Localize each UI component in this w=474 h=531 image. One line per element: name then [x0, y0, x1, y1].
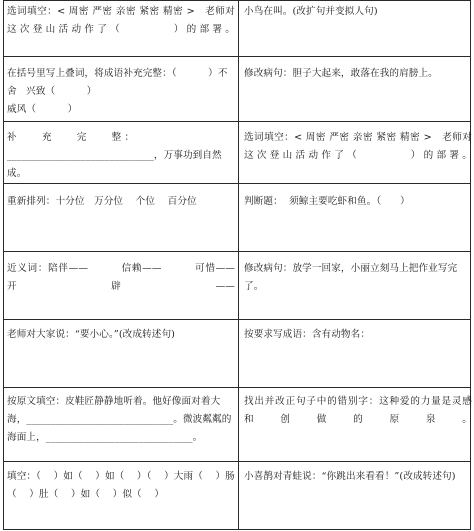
- question-r1-left: 选词填空：< 周密 严密 亲密 紧密 精密 > 老师对这次登山活动作了（ ）的部署。: [7, 6, 235, 35]
- question-r6-left: 老师对大家说：“要小心。”(改成转述句): [7, 329, 175, 340]
- row-divider: [4, 183, 470, 184]
- row-divider: [4, 56, 470, 57]
- column-divider: [238, 1, 239, 529]
- question-r8-left: 填空：（ ）如（ ）如（ ）（ ）大雨（ ）肠（ ）肚（ ）如（ ）似（ ）: [7, 471, 235, 500]
- question-r3-left: 补 充 完 整 ：______________________________，万事功到自然成。: [7, 132, 222, 179]
- question-r7-right: 找出并改正句子中的错别字：这种爱的力量是灵感 和 创 做 的 原 泉 。: [244, 396, 472, 425]
- row-divider: [4, 387, 470, 388]
- question-r3-right: 选词填空：< 周密 严密 亲密 紧密 精密 > 老师对这次登山活动作了（ ）的部署。: [244, 132, 472, 161]
- question-r8-right: 小喜鹊对青蛙说：“你跳出来看看！”(改成转述句): [244, 471, 456, 482]
- question-r7-left: 按原文填空：皮鞋匠静静地听着。他好像面对着大海，______________________________。微波粼粼的海面上，______________________________。: [7, 396, 232, 443]
- worksheet-table: [3, 0, 471, 530]
- question-r4-left: 重新排列：十分位 万分位 个位 百分位: [7, 196, 197, 207]
- row-divider: [4, 461, 470, 462]
- question-r1-right: 小鸟在叫。(改扩句并变拟人句): [244, 6, 378, 17]
- question-r2-left: 在括号里写上叠词，将成语补充完整：（ ）不舍 兴致（ ） 威风（ ）: [7, 68, 228, 115]
- row-divider: [4, 319, 470, 320]
- question-r6-right: 按要求写成语：含有动物名：: [244, 329, 371, 340]
- row-divider: [4, 121, 470, 122]
- row-divider: [4, 251, 470, 252]
- question-r5-left: 近义词：陪伴—— 信赖—— 可惜—— 开辟——: [7, 263, 235, 292]
- question-r2-right: 修改病句：胆子大起来，敢落在我的肩膀上。: [244, 68, 438, 79]
- question-r5-right: 修改病句：放学一回家，小丽立刻马上把作业写完了。: [244, 263, 458, 292]
- question-r4-right: 判断题： 须鲸主要吃虾和鱼。（ ）: [244, 196, 410, 207]
